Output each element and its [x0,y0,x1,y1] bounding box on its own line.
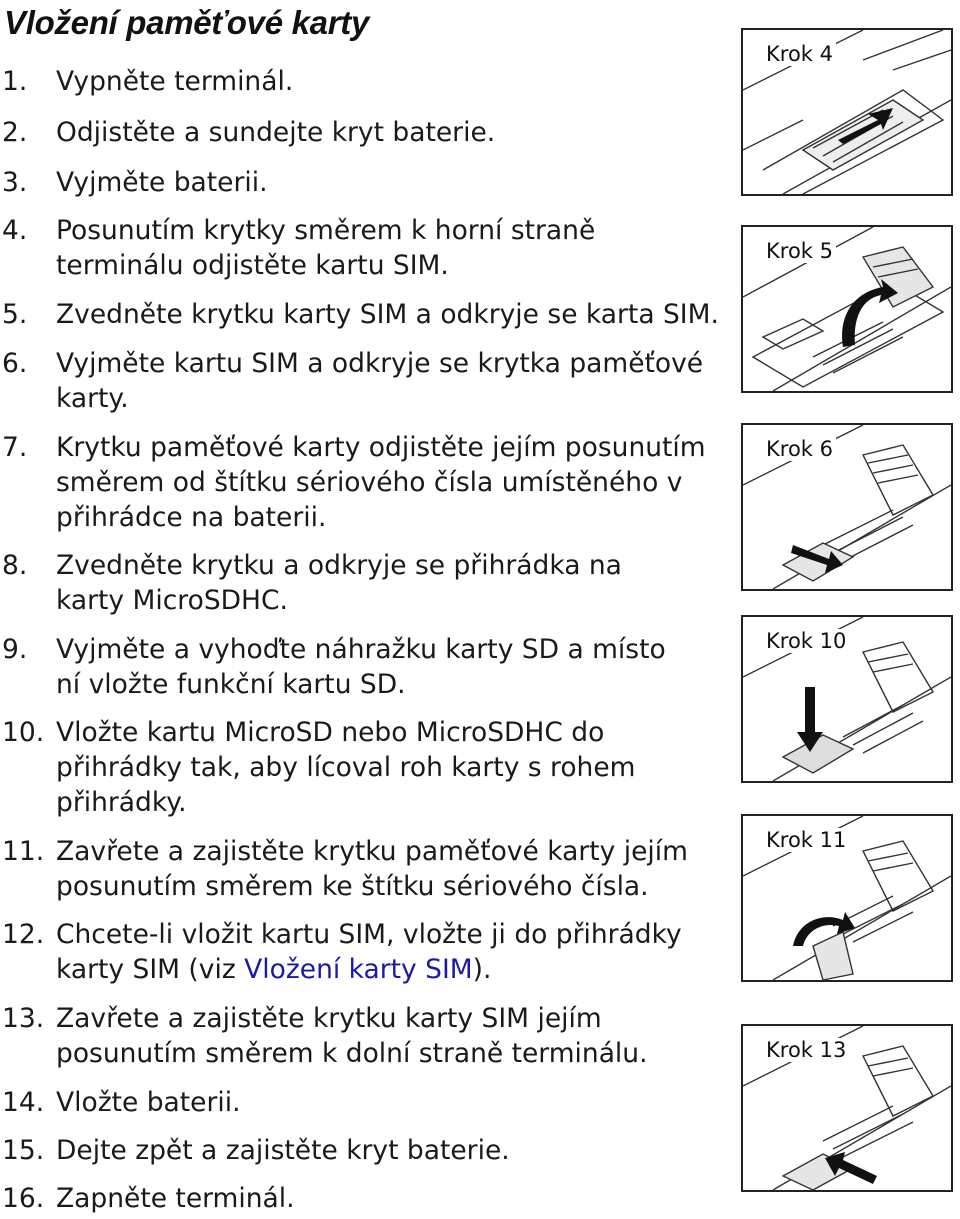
list-item [0,346,720,416]
step-text: Zvedněte krytku karty SIM a odkryje se karta SIM. [56,299,719,330]
step-text: Vyjměte baterii. [56,167,268,198]
figure-step-11 [741,814,953,982]
step-number: 8. [2,550,28,581]
list-item [0,1085,720,1120]
step-number: 13. [2,1003,45,1034]
figure-label: Krok 4 [763,42,836,66]
step-text [56,917,696,987]
list-item [0,165,720,200]
list-item [0,115,720,150]
step-text: Vložte baterii. [56,1087,241,1118]
figure-label: Krok 11 [763,828,849,852]
step-number: 5. [2,299,28,330]
step-text: Vypněte terminál. [56,66,294,97]
step-text-part: ). [472,954,492,985]
step-text: Vyjměte a vyhoďte náhražku karty SD a místo ní vložte funkční kartu SD. [56,634,666,700]
step-text: Posunutím krytky směrem k horní straně terminálu odjistěte kartu SIM. [56,215,596,281]
step-text: Zavřete a zajistěte krytku karty SIM jejím posunutím směrem k dolní straně terminálu. [56,1003,648,1069]
step-number: 6. [2,348,28,379]
step-number: 9. [2,634,28,665]
step-text: Odjistěte a sundejte kryt baterie. [56,117,496,148]
step-number: 14. [2,1087,45,1118]
figure-label: Krok 13 [763,1038,849,1062]
sim-card-link[interactable]: Vložení karty SIM [244,954,473,985]
step-text: Zapněte terminál. [56,1183,295,1214]
page-title: Vložení paměťové karty [4,4,370,41]
list-item [0,548,720,618]
list-item [0,715,720,820]
step-text: Vložte kartu MicroSD nebo MicroSDHC do přihrádky tak, aby lícoval roh karty s rohem přihrádky. [56,717,636,818]
step-text-part: Chcete-li vložit kartu SIM, vložte ji do přihrádky karty SIM (viz [56,919,682,985]
step-text: Vyjměte kartu SIM a odkryje se krytka paměťové karty. [56,348,704,414]
step-text: Zavřete a zajistěte krytku paměťové karty jejím posunutím směrem ke štítku sériového čísla. [56,836,688,902]
list-item [0,834,720,904]
figure-step-6 [741,423,953,591]
step-number: 1. [2,66,28,97]
figure-label: Krok 10 [763,629,849,653]
step-number: 11. [2,836,45,867]
step-text: Dejte zpět a zajistěte kryt baterie. [56,1135,510,1166]
figure-step-4 [741,28,953,196]
step-number: 2. [2,117,28,148]
list-item [0,1001,720,1071]
figure-label: Krok 6 [763,437,836,461]
figure-step-10 [741,615,953,783]
list-item [0,917,720,987]
list-item [0,64,720,99]
list-item [0,632,720,702]
figure-label: Krok 5 [763,239,836,263]
step-text: Krytku paměťové karty odjistěte jejím posunutím směrem od štítku sériového čísla umístěného v přihrádce na baterii. [56,432,706,533]
step-number: 4. [2,215,28,246]
list-item [0,430,720,535]
list-item [0,1133,720,1168]
step-number: 16. [2,1183,45,1214]
step-number: 12. [2,919,45,950]
step-number: 7. [2,432,28,463]
step-number: 15. [2,1135,45,1166]
step-text: Zvedněte krytku a odkryje se přihrádka na karty MicroSDHC. [56,550,622,616]
figure-step-5 [741,225,953,393]
list-item [0,213,720,283]
step-number: 10. [2,717,45,748]
list-item [0,297,720,332]
step-number: 3. [2,167,28,198]
figure-step-13 [741,1024,953,1192]
list-item [0,1181,720,1216]
